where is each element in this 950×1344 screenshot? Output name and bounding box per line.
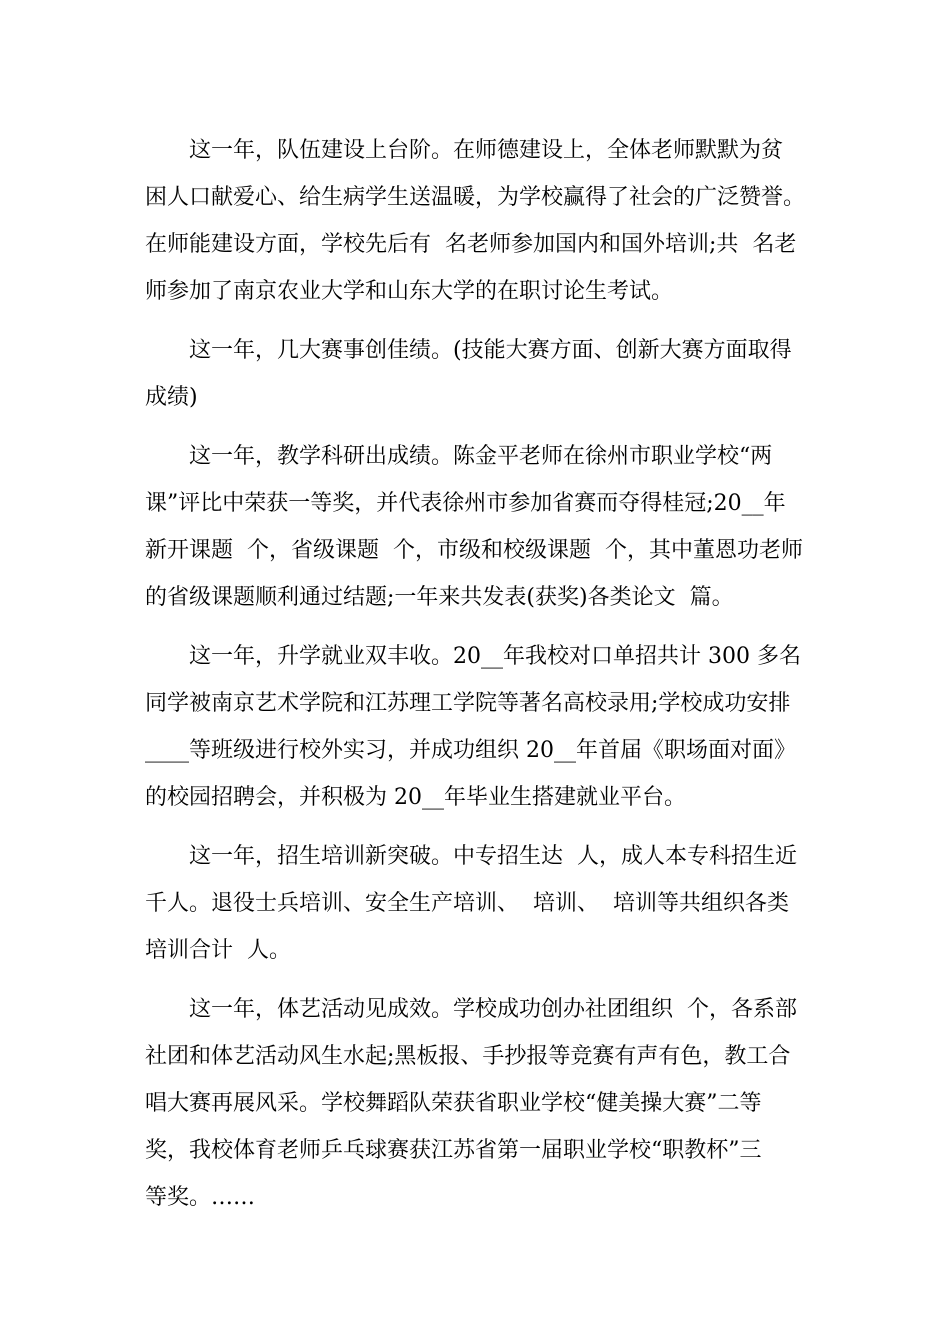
text-line: 课”评比中荣获一等奖，并代表徐州市参加省赛而夺得桂冠;20__年 bbox=[145, 491, 786, 516]
text-line: 这一年，招生培训新突破。中专招生达 人，成人本专科招生近 bbox=[145, 844, 797, 869]
text-line: 新开课题 个，省级课题 个，市级和校级课题 个，其中董恩功老师 bbox=[145, 538, 803, 563]
text-line: 这一年，教学科研出成绩。陈金平老师在徐州市职业学校“两 bbox=[145, 444, 773, 469]
text-line: 同学被南京艺术学院和江苏理工学院等著名高校录用;学校成功安排 bbox=[145, 691, 791, 716]
paragraph-sports-arts bbox=[145, 986, 813, 1221]
text-line: 在师能建设方面，学校先后有 名老师参加国内和国外培训;共 名老 bbox=[145, 232, 797, 257]
text-line: 唱大赛再展风采。学校舞蹈队荣获省职业学校“健美操大赛”二等 bbox=[145, 1091, 762, 1116]
text-line: 等奖。…… bbox=[145, 1185, 256, 1210]
paragraph-enrollment-training bbox=[145, 833, 813, 974]
text-line: 师参加了南京农业大学和山东大学的在职讨论生考试。 bbox=[145, 279, 674, 304]
text-line: 奖，我校体育老师乒乓球赛获江苏省第一届职业学校“职教杯”三 bbox=[145, 1138, 762, 1163]
text-line: 的校园招聘会，并积极为 20__年毕业生搭建就业平台。 bbox=[145, 785, 686, 810]
text-line: 困人口献爱心、给生病学生送温暖，为学校赢得了社会的广泛赞誉。 bbox=[145, 185, 806, 210]
text-line: 这一年，体艺活动见成效。学校成功创办社团组织 个，各系部 bbox=[145, 997, 797, 1022]
text-line: 的省级课题顺利通过结题;一年来共发表(获奖)各类论文 篇。 bbox=[145, 585, 734, 610]
paragraph-team-building bbox=[145, 127, 813, 315]
text-line: 这一年，队伍建设上台阶。在师德建设上，全体老师默默为贫 bbox=[145, 138, 784, 163]
text-line: 千人。退役士兵培训、安全生产培训、 培训、 培训等共组织各类 bbox=[145, 891, 789, 916]
paragraph-admission-employment bbox=[145, 633, 813, 821]
text-line: 这一年，几大赛事创佳绩。(技能大赛方面、创新大赛方面取得 bbox=[145, 338, 792, 363]
text-line: 培训合计 人。 bbox=[145, 938, 291, 963]
text-line: 成绩) bbox=[145, 385, 198, 410]
text-line: 社团和体艺活动风生水起;黑板报、手抄报等竞赛有声有色，教工合 bbox=[145, 1044, 791, 1069]
paragraph-competitions bbox=[145, 327, 813, 421]
text-line: 这一年，升学就业双丰收。20__年我校对口单招共计 300 多名 bbox=[145, 644, 801, 669]
text-line: ____等班级进行校外实习，并成功组织 20__年首届《职场面对面》 bbox=[145, 738, 796, 763]
document-body bbox=[145, 127, 813, 1233]
paragraph-teaching-research bbox=[145, 433, 813, 621]
